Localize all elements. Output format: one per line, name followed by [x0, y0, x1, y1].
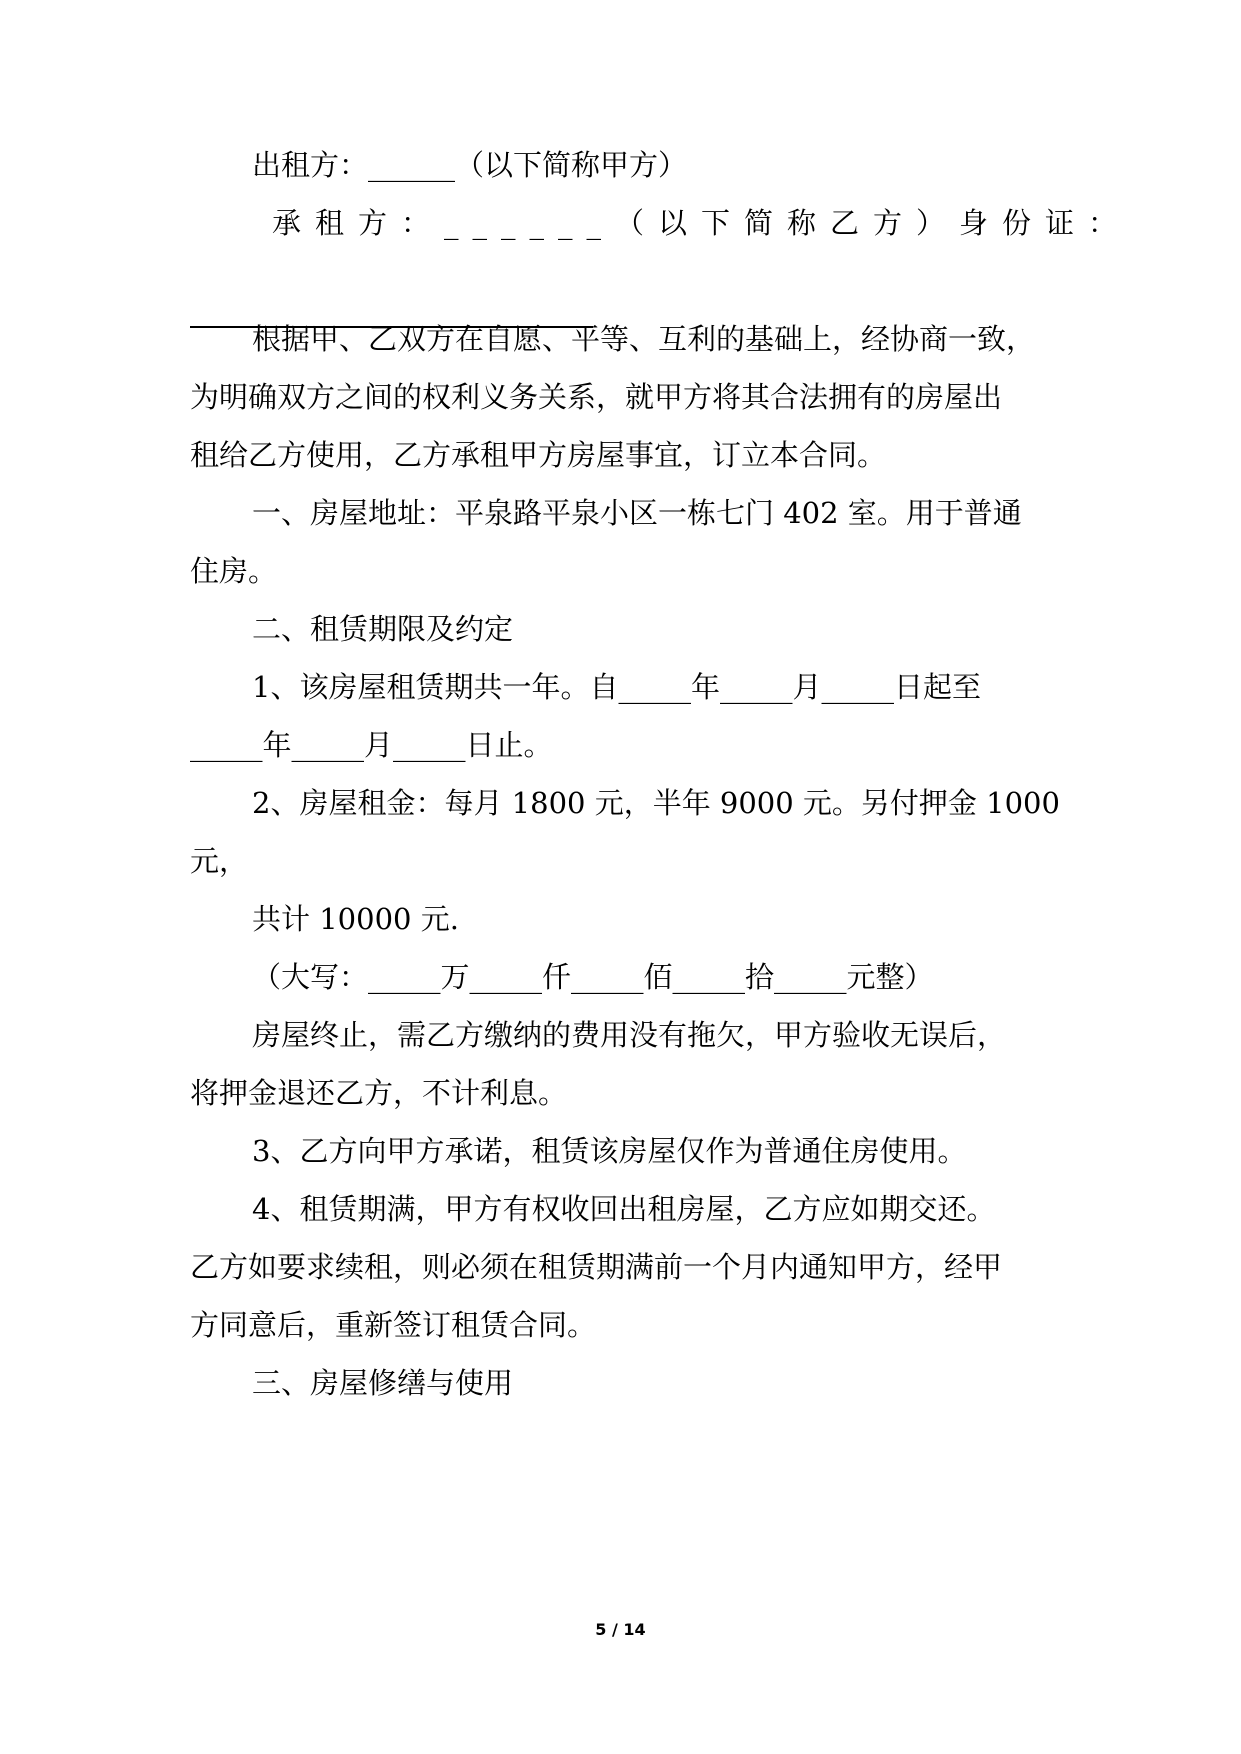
rent-capital-amount-line: （大写：_____万_____仟_____佰_____拾_____元整）	[252, 960, 934, 994]
lease-term-line-1: 1、该房屋租赁期共一年。自_____年_____月_____日起至	[252, 670, 981, 704]
section-1-address-line-1: 一、房屋地址：平泉路平泉小区一栋七门 402 室。用于普通	[252, 496, 1022, 530]
lease-term-line-2: _____年_____月_____日止。	[190, 728, 553, 762]
deposit-return-line-2: 将押金退还乙方，不计利息。	[190, 1076, 568, 1110]
intro-paragraph-line-2: 为明确双方之间的权利义务关系，就甲方将其合法拥有的房屋出	[190, 380, 1003, 414]
section-1-address-line-2: 住房。	[190, 554, 278, 588]
clause-4-line-3: 方同意后，重新签订租赁合同。	[190, 1308, 597, 1342]
section-2-heading: 二、租赁期限及约定	[252, 612, 514, 646]
lessor-line: 出租方：______（以下简称甲方）	[252, 148, 688, 182]
deposit-return-line-1: 房屋终止，需乙方缴纳的费用没有拖欠，甲方验收无误后，	[252, 1018, 1007, 1052]
clause-4-line-1: 4、租赁期满，甲方有权收回出租房屋，乙方应如期交还。	[252, 1192, 996, 1226]
intro-paragraph-line-3: 租给乙方使用，乙方承租甲方房屋事宜，订立本合同。	[190, 438, 887, 472]
intro-paragraph-line-1: 根据甲、乙双方在自愿、平等、互利的基础上，经协商一致，	[252, 322, 1036, 356]
section-3-heading: 三、房屋修缮与使用	[252, 1366, 514, 1400]
clause-4-line-2: 乙方如要求续租，则必须在租赁期满前一个月内通知甲方，经甲	[190, 1250, 1003, 1284]
clause-3-line: 3、乙方向甲方承诺，租赁该房屋仅作为普通住房使用。	[252, 1134, 967, 1168]
lessee-line: 承租方：______（以下简称乙方）身份证：	[272, 206, 1132, 240]
rent-total-line: 共计 10000 元.	[252, 902, 459, 936]
rent-line-1: 2、房屋租金：每月 1800 元，半年 9000 元。另付押金 1000	[252, 786, 1060, 820]
page-number: 5 / 14	[595, 1620, 646, 1639]
rent-line-2: 元，	[190, 844, 249, 878]
